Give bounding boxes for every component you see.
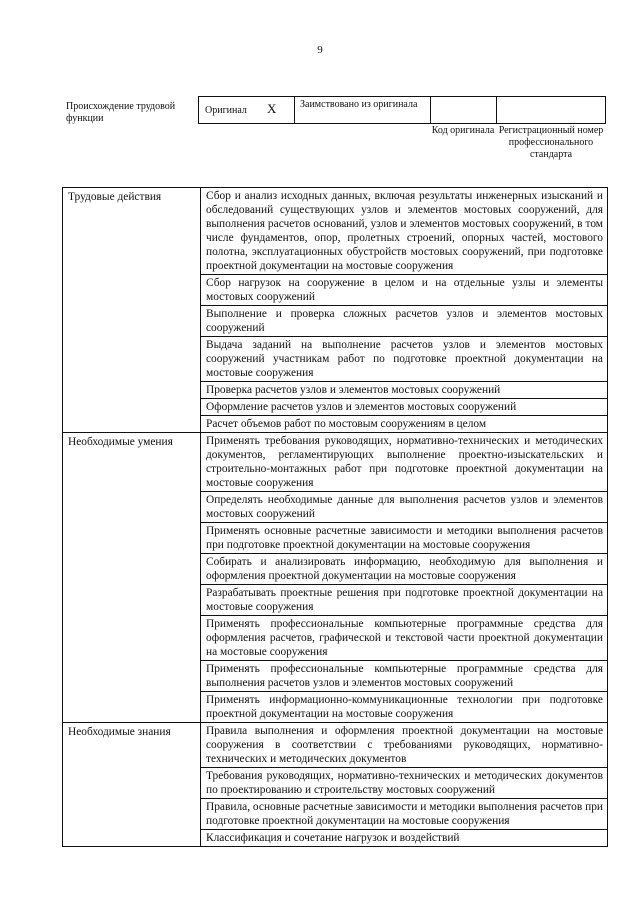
section-item: Проверка расчетов узлов и элементов мостовых сооружений xyxy=(201,382,608,399)
divider xyxy=(496,97,497,123)
section-item: Сбор и анализ исходных данных, включая результаты инженерных изысканий и обследований существующих узлов и элементов мостовых сооружений, для выполнения расчетов оснований, узлов и элементов мостовых сооружений, в том числе фундаментов, опор, пролетных строений, опорных частей, мостового полотна, эксплуатационных обустройств мостовых сооружений, при подготовке проектной документации на мостовые сооружения xyxy=(201,188,608,275)
section-title: Необходимые умения xyxy=(63,433,201,723)
function-table xyxy=(62,187,608,847)
section-item: Сбор нагрузок на сооружение в целом и на отдельные узлы и элементы мостовых сооружений xyxy=(201,275,608,306)
reg-number-caption: Регистрационный номер профессионального стандарта xyxy=(498,125,604,160)
section-item: Применять требования руководящих, нормативно-технических и методических документов, регламентирующих выполнение проектно-изыскательских и строительно-монтажных работ при подготовке проектной документации на мостовые сооружения xyxy=(201,433,608,492)
section-item: Применять информационно-коммуникационные технологии при подготовке проектной документации на мостовые сооружения xyxy=(201,692,608,723)
borrowed-label: Заимствовано из оригинала xyxy=(300,99,418,110)
section-item: Классификация и сочетание нагрузок и воздействий xyxy=(201,830,608,847)
section-item: Выдача заданий на выполнение расчетов узлов и элементов мостовых сооружений участникам работ по подготовке проектной документации на мостовые сооружения xyxy=(201,337,608,382)
section-item: Разрабатывать проектные решения при подготовке проектной документации на мостовые сооружения xyxy=(201,585,608,616)
section-item: Требования руководящих, нормативно-технических и методических документов по проектированию и строительству мостовых сооружений xyxy=(201,768,608,799)
table-row xyxy=(63,188,608,275)
section-item: Правила, основные расчетные зависимости и методики выполнения расчетов при подготовке проектной документации на мостовые сооружения xyxy=(201,799,608,830)
section-item: Применять профессиональные компьютерные программные средства для оформления расчетов, графической и текстовой части проектной документации на мостовые сооружения xyxy=(201,616,608,661)
section-item: Оформление расчетов узлов и элементов мостовых сооружений xyxy=(201,399,608,416)
section-item: Применять основные расчетные зависимости и методики выполнения расчетов при подготовке проектной документации на мостовые сооружения xyxy=(201,523,608,554)
divider xyxy=(294,97,295,123)
section-item: Определять необходимые данные для выполнения расчетов узлов и элементов мостовых сооружений xyxy=(201,492,608,523)
section-title: Трудовые действия xyxy=(63,188,201,433)
table-row xyxy=(63,723,608,768)
code-caption: Код оригинала xyxy=(431,125,495,136)
original-mark: X xyxy=(267,101,277,116)
section-item: Применять профессиональные компьютерные программные средства для выполнения расчетов узлов и элементов мостовых сооружений xyxy=(201,661,608,692)
divider xyxy=(430,97,431,123)
origin-label: Происхождение трудовой функции xyxy=(66,101,176,124)
table-row xyxy=(63,433,608,492)
section-title: Необходимые знания xyxy=(63,723,201,847)
original-label: Оригинал xyxy=(205,105,247,116)
section-item: Расчет объемов работ по мостовым сооружениям в целом xyxy=(201,416,608,433)
section-item: Собирать и анализировать информацию, необходимую для выполнения и оформления проектной документации на мостовые сооружения xyxy=(201,554,608,585)
section-item: Правила выполнения и оформления проектной документации на мостовые сооружения в соответствии с требованиями руководящих, нормативно-технических и методических документов xyxy=(201,723,608,768)
page-number: 9 xyxy=(317,44,323,56)
origin-table xyxy=(198,96,606,124)
section-item: Выполнение и проверка сложных расчетов узлов и элементов мостовых сооружений xyxy=(201,306,608,337)
